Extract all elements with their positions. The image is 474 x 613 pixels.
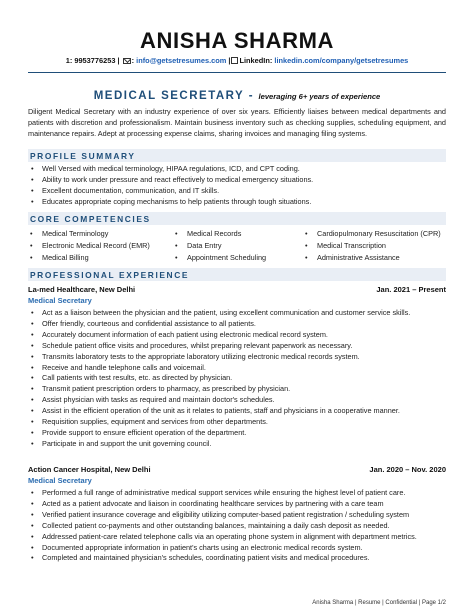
- list-item: • Data Entry: [173, 240, 266, 252]
- list-item: • Verified patient insurance coverage and eligibility utilizing computer-based patient registration / scheduling system: [28, 510, 446, 521]
- competencies-col-1: [28, 228, 150, 264]
- header-divider: [28, 72, 446, 73]
- contact-line: [0, 56, 474, 65]
- job-header: [28, 465, 446, 474]
- list-item: • Ability to work under pressure and react effectively to medical emergency situations.: [28, 175, 446, 186]
- core-competencies-heading: CORE COMPETENCIES: [28, 212, 446, 225]
- contact-separator: |: [228, 56, 231, 65]
- job-title: Medical Secretary: [28, 476, 92, 485]
- company-name: Action Cancer Hospital, New Delhi: [28, 465, 151, 474]
- list-item: • Schedule patient office visits and procedures, whilst preparing relevant paperwork as necessary.: [28, 341, 446, 352]
- list-item: • Electronic Medical Record (EMR): [28, 240, 150, 252]
- list-item: • Receive and handle telephone calls and voicemail.: [28, 363, 446, 374]
- list-item: • Call patients with test results, etc. as directed by physician.: [28, 373, 446, 384]
- list-item: • Medical Billing: [28, 252, 150, 264]
- list-item: • Medical Terminology: [28, 228, 150, 240]
- list-item: • Medical Records: [173, 228, 266, 240]
- list-item: • Requisition supplies, equipment and services from other departments.: [28, 417, 446, 428]
- company-name: La-med Healthcare, New Delhi: [28, 285, 136, 294]
- list-item: • Transmit patient prescription orders to pharmacy, as prescribed by physician.: [28, 384, 446, 395]
- list-item: • Administrative Assistance: [303, 252, 441, 264]
- competencies-col-3: [303, 228, 441, 264]
- list-item: • Participate in and support the unit governing council.: [28, 439, 446, 450]
- list-item: • Completed and maintained physician's schedules, coordinating patient visits and medical procedures.: [28, 553, 446, 564]
- list-item: • Offer friendly, courteous and confidential assistance to all patients.: [28, 319, 446, 330]
- page-footer: Anisha Sharma | Resume | Confidential | Page 1/2: [312, 600, 446, 606]
- email-link[interactable]: info@getsetresumes.com: [136, 56, 227, 65]
- list-item: • Act as a liaison between the physician and the patient, using excellent communication and customer service skills.: [28, 308, 446, 319]
- list-item: • Appointment Scheduling: [173, 252, 266, 264]
- job-dates: Jan. 2021 – Present: [376, 285, 446, 294]
- headline-role: MEDICAL SECRETARY -: [93, 90, 255, 102]
- mail-icon: [123, 58, 131, 64]
- list-item: • Cardiopulmonary Resuscitation (CPR): [303, 228, 441, 240]
- linkedin-link[interactable]: linkedin.com/company/getsetresumes: [274, 56, 409, 65]
- profile-summary-list: [28, 164, 446, 208]
- job-title: Medical Secretary: [28, 296, 92, 305]
- list-item: • Addressed patient-care related telephone calls via an operating phone system in alignment with department metrics.: [28, 532, 446, 543]
- list-item: • Excellent documentation, communication, and IT skills.: [28, 186, 446, 197]
- competencies-col-2: [173, 228, 266, 264]
- job-dates: Jan. 2020 – Nov. 2020: [369, 465, 446, 474]
- linkedin-label: LinkedIn:: [239, 56, 273, 65]
- list-item: • Medical Transcription: [303, 240, 441, 252]
- job-duties-list: [28, 308, 446, 450]
- list-item: • Well Versed with medical terminology, HIPAA regulations, ICD, and CPT coding.: [28, 164, 446, 175]
- phone-number: 1: 9953776253 |: [65, 56, 120, 65]
- job-header: [28, 285, 446, 294]
- list-item: • Collected patient co-payments and other outstanding balances, maintaining a daily cash deposit as needed.: [28, 521, 446, 532]
- list-item: • Assist in the efficient operation of the unit as it relates to patients, staff and physicians in a cooperative manner.: [28, 406, 446, 417]
- list-item: • Educates appropriate coping mechanisms to help patients through tough situations.: [28, 197, 446, 208]
- linkedin-icon: [231, 57, 238, 64]
- headline: [0, 86, 474, 104]
- list-item: • Assist physician with tasks as required and maintain doctor's schedules.: [28, 395, 446, 406]
- list-item: • Accurately document information of each patient using electronic medical record system.: [28, 330, 446, 341]
- experience-heading: PROFESSIONAL EXPERIENCE: [28, 268, 446, 281]
- headline-subtitle: leveraging 6+ years of experience: [258, 92, 381, 101]
- list-item: • Provide support to ensure efficient operation of the department.: [28, 428, 446, 439]
- profile-summary-heading: PROFILE SUMMARY: [28, 149, 446, 162]
- list-item: • Documented appropriate information in patient's charts using an electronic medical records system.: [28, 543, 446, 554]
- job-duties-list: [28, 488, 446, 564]
- list-item: • Acted as a patient advocate and liaison in coordinating healthcare services by partnering with a care team: [28, 499, 446, 510]
- email-colon: :: [131, 56, 135, 65]
- summary-paragraph: Diligent Medical Secretary with an industry experience of over six years. Efficiently liaises between medical departments and patients with discretion and professionalism. Maintain business inventory such as checking supplies, scheduling equipment, and maintenance repairs. Adept at processing expense claims, sharing invoices and managing filing systems.: [28, 107, 446, 138]
- candidate-name: ANISHA SHARMA: [140, 28, 334, 53]
- list-item: • Performed a full range of administrative medical support services while ensuring the highest level of patient care.: [28, 488, 446, 499]
- list-item: • Transmits laboratory tests to the appropriate laboratory utilizing electronic medical records system.: [28, 352, 446, 363]
